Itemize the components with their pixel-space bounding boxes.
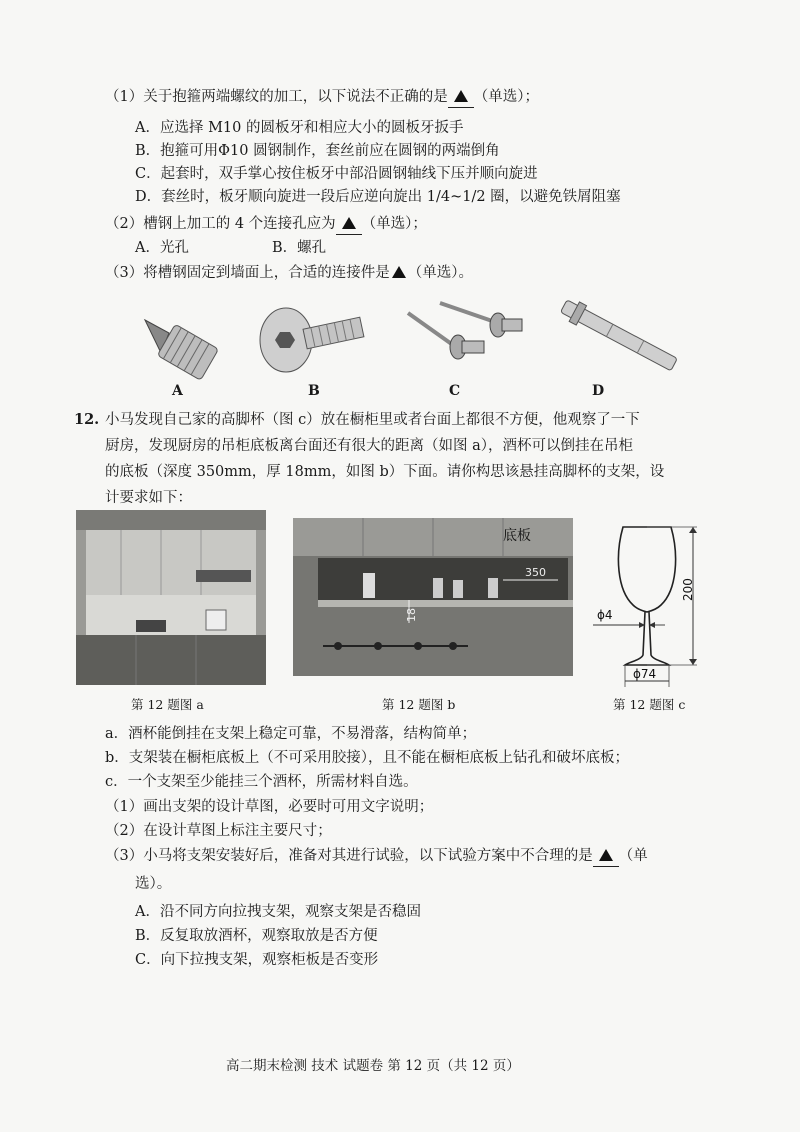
figure-c-stem-dimension: ϕ4	[597, 608, 613, 622]
triangle-icon	[392, 266, 406, 278]
q11-p2-option-b: B．螺孔	[272, 240, 327, 256]
q12-sub3-option-c: C．向下拉拽支架，观察柜板是否变形	[135, 952, 379, 968]
countersunk-bolt-image	[250, 298, 370, 384]
q12-sub-1: （1）画出支架的设计草图，必要时可用文字说明；	[105, 799, 434, 815]
q11-p1-option-b: B．抱箍可用Φ10 圆钢制作，套丝前应在圆钢的两端倒角	[135, 143, 500, 159]
answer-blank	[336, 214, 362, 235]
triangle-icon	[454, 90, 468, 102]
q11-part2: （2）槽钢上加工的 4 个连接孔应为 （单选）；	[105, 214, 427, 235]
fastener-label-b: B	[308, 383, 320, 399]
q12-stem-line-1: 小马发现自己家的高脚杯（图 c）放在橱柜里或者台面上都很不方便，他观察了一下	[105, 412, 640, 428]
q11-p1-option-a: A．应选择 M10 的圆板牙和相应大小的圆板牙扳手	[135, 120, 464, 136]
requirement-c: c．一个支架至少能挂三个酒杯，所需材料自选。	[105, 774, 418, 790]
figure-c-height-dimension: 200	[681, 578, 695, 601]
q12-sub3-option-b: B．反复取放酒杯，观察取放是否方便	[135, 928, 378, 944]
q12-sub-3-cont: 选）。	[135, 876, 172, 892]
q12-sub-3: （3）小马将支架安装好后，准备对其进行试验，以下试验方案中不合理的是 （单	[105, 846, 648, 867]
figure-b-depth-dimension: 350	[525, 566, 546, 579]
expansion-bolt-image	[548, 298, 688, 374]
fastener-label-d: D	[592, 383, 605, 399]
figure-c-wine-glass-drawing	[585, 515, 725, 690]
q11-part1: （1）关于抱箍两端螺纹的加工，以下说法不正确的是 （单选）；	[105, 87, 539, 108]
page-footer: 高二期末检测 技术 试题卷 第 12 页（共 12 页）	[226, 1058, 520, 1074]
figure-b-board-label: 底板	[503, 528, 531, 544]
figure-c-base-dimension: ϕ74	[633, 667, 657, 681]
figure-b-thickness-dimension: 18	[405, 608, 418, 622]
fastener-label-c: C	[449, 383, 461, 399]
figure-a-caption: 第 12 题图 a	[131, 697, 204, 712]
fastener-label-a: A	[172, 383, 183, 399]
question-number: 12.	[74, 411, 100, 428]
q11-p1-option-c: C．起套时，双手掌心按住板牙中部沿圆钢轴线下压并顺向旋进	[135, 166, 538, 182]
figure-b-cabinet-photo	[293, 518, 573, 676]
q12-sub3-option-a: A．沿不同方向拉拽支架，观察支架是否稳固	[135, 904, 421, 920]
q12-stem-line-2: 厨房，发现厨房的吊柜底板离台面还有很大的距离（如图 a），酒杯可以倒挂在吊柜	[105, 438, 634, 454]
requirement-b: b．支架装在橱柜底板上（不可采用胶接），且不能在橱柜底板上钻孔和破坏底板；	[105, 750, 630, 766]
set-screw-image	[125, 295, 225, 385]
figure-a-kitchen-photo	[76, 510, 266, 685]
q12-stem-line-3: 的底板（深度 350mm，厚 18mm，如图 b）下面。请你构思该悬挂高脚杯的支架，设	[105, 464, 665, 480]
q11-p2-option-a: A．光孔	[135, 240, 189, 256]
figure-b-caption: 第 12 题图 b	[382, 697, 456, 712]
answer-blank	[593, 846, 619, 867]
figure-c-caption: 第 12 题图 c	[613, 697, 686, 712]
triangle-icon	[599, 849, 613, 861]
q12-stem-line-4: 计要求如下：	[105, 490, 192, 506]
q11-p1-option-d: D．套丝时，板牙顺向旋进一段后应逆向旋出 1/4~1/2 圈，以避免铁屑阻塞	[135, 189, 621, 205]
q12-sub-2: （2）在设计草图上标注主要尺寸；	[105, 823, 332, 839]
requirement-a: a．酒杯能倒挂在支架上稳定可靠，不易滑落，结构简单；	[105, 726, 477, 742]
answer-blank	[448, 87, 474, 108]
triangle-icon	[342, 217, 356, 229]
blind-rivet-image	[400, 295, 530, 375]
q11-part3: （3）将槽钢固定到墙面上，合适的连接件是 （单选）。	[105, 265, 473, 281]
